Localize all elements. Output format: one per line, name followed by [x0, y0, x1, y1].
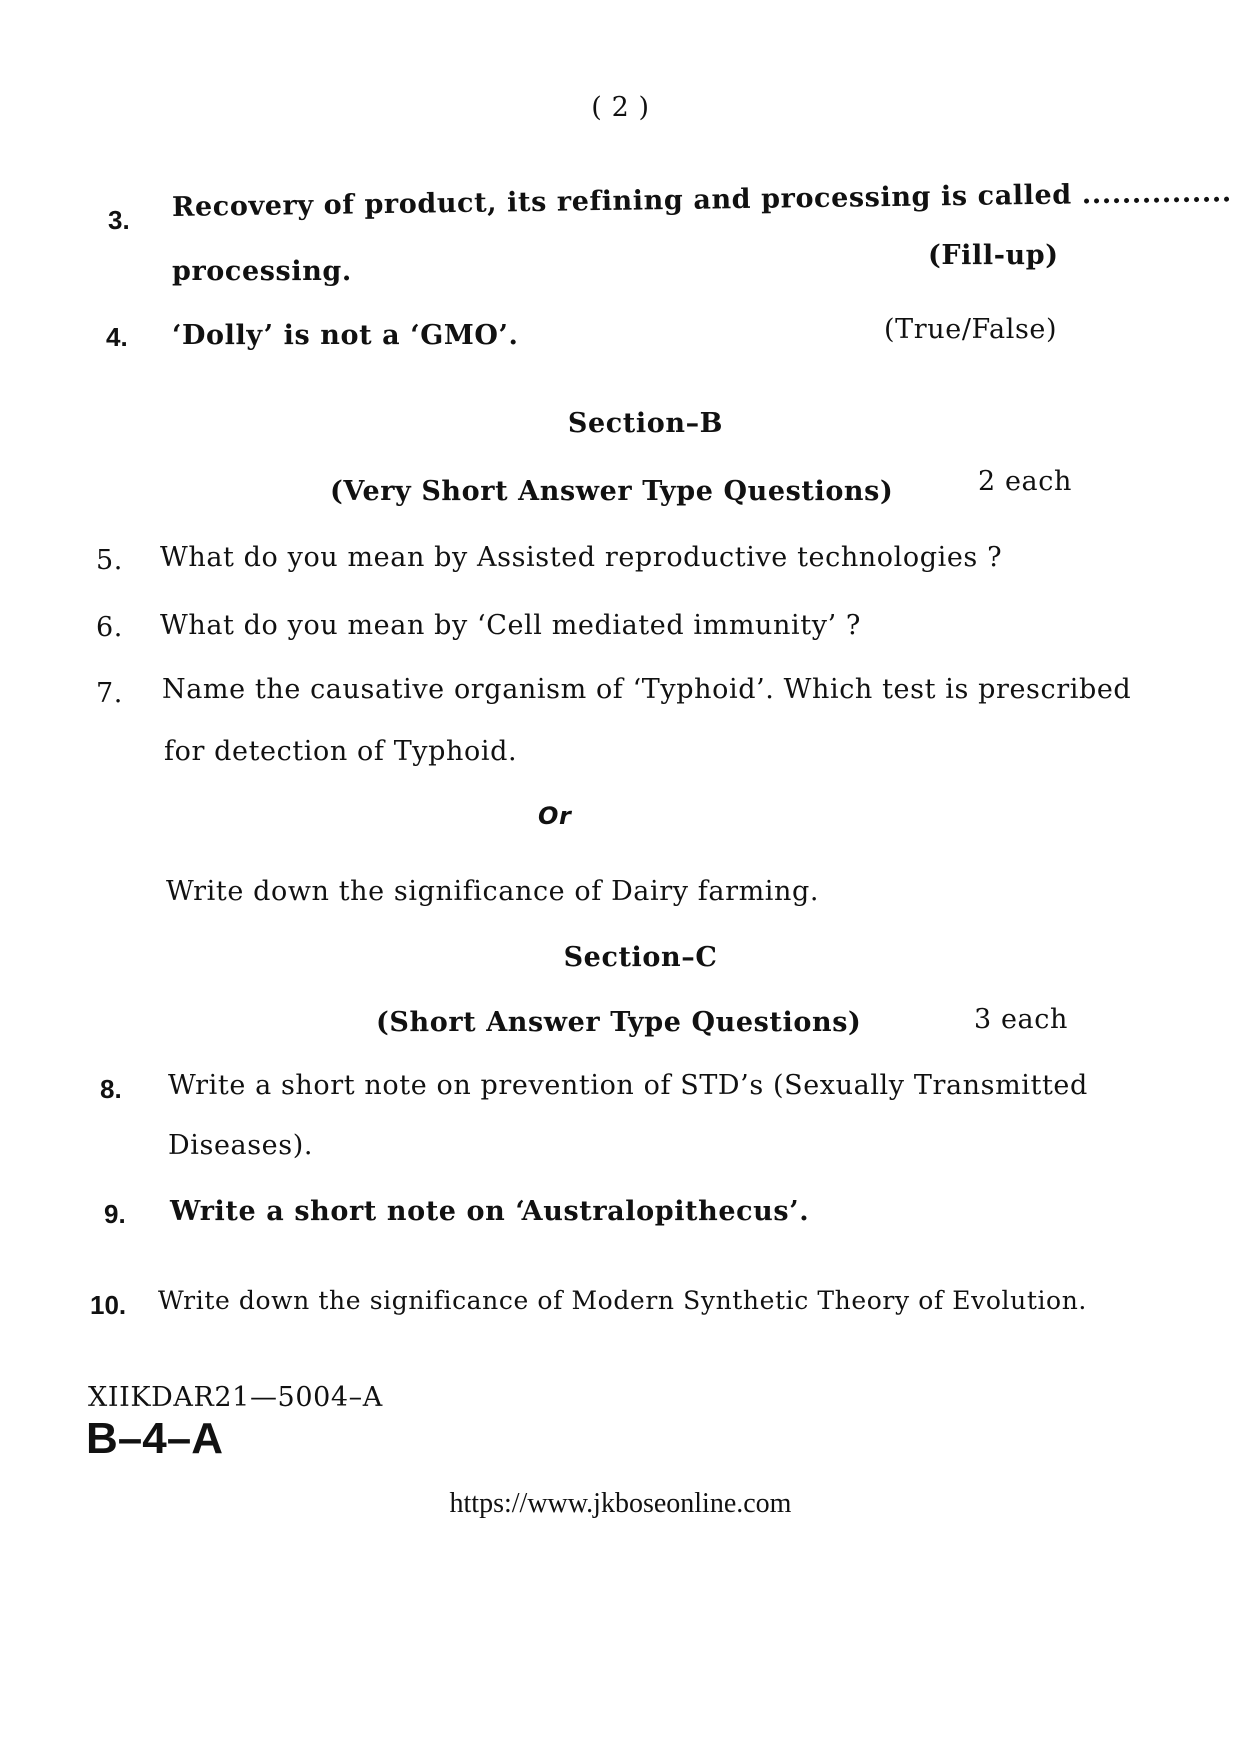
section-marks: 2 each	[978, 466, 1072, 497]
section-title: Section–B	[567, 408, 724, 439]
question-text-continued: Diseases).	[168, 1130, 314, 1161]
question-text: Recovery of product, its refining and processing is called ...............	[171, 177, 1232, 223]
question-text: Name the causative organism of ‘Typhoid’. Which test is prescribed	[162, 674, 1132, 705]
question-text: What do you mean by Assisted reproductive technologies ?	[160, 542, 1003, 573]
question-type-tag: (Fill-up)	[928, 240, 1059, 271]
paper-code: XIIKDAR21—5004–A	[88, 1382, 383, 1413]
question-text: Write a short note on prevention of STD’s (Sexually Transmitted	[168, 1070, 1088, 1101]
question-text-continued: processing.	[172, 256, 352, 287]
question-number: 8.	[100, 1074, 122, 1104]
footer-url[interactable]: https://www.jkboseonline.com	[449, 1488, 792, 1519]
alternative-question-text: Write down the significance of Dairy farming.	[166, 876, 820, 907]
section-subtitle: (Short Answer Type Questions)	[376, 1007, 862, 1038]
question-number: 7.	[96, 678, 123, 709]
question-number: 6.	[96, 612, 123, 643]
question-text: ‘Dolly’ is not a ‘GMO’.	[172, 320, 519, 351]
section-marks: 3 each	[974, 1004, 1068, 1035]
question-text: Write down the significance of Modern Synthetic Theory of Evolution.	[158, 1286, 1087, 1315]
page-number: ( 2 )	[591, 92, 650, 123]
question-text: Write a short note on ‘Australopithecus’.	[170, 1196, 810, 1227]
section-subtitle: (Very Short Answer Type Questions)	[330, 476, 894, 507]
or-separator: Or	[538, 802, 572, 830]
question-number: 10.	[90, 1290, 127, 1320]
question-number: 9.	[104, 1199, 126, 1229]
section-title: Section–C	[563, 942, 718, 973]
question-text: What do you mean by ‘Cell mediated immunity’ ?	[160, 610, 862, 641]
question-number: 4.	[106, 322, 128, 352]
question-text-continued: for detection of Typhoid.	[164, 736, 518, 767]
paper-set-code: B–4–A	[86, 1414, 223, 1463]
question-type-tag: (True/False)	[884, 314, 1058, 345]
question-number: 3.	[108, 205, 130, 235]
question-number: 5.	[96, 545, 123, 576]
